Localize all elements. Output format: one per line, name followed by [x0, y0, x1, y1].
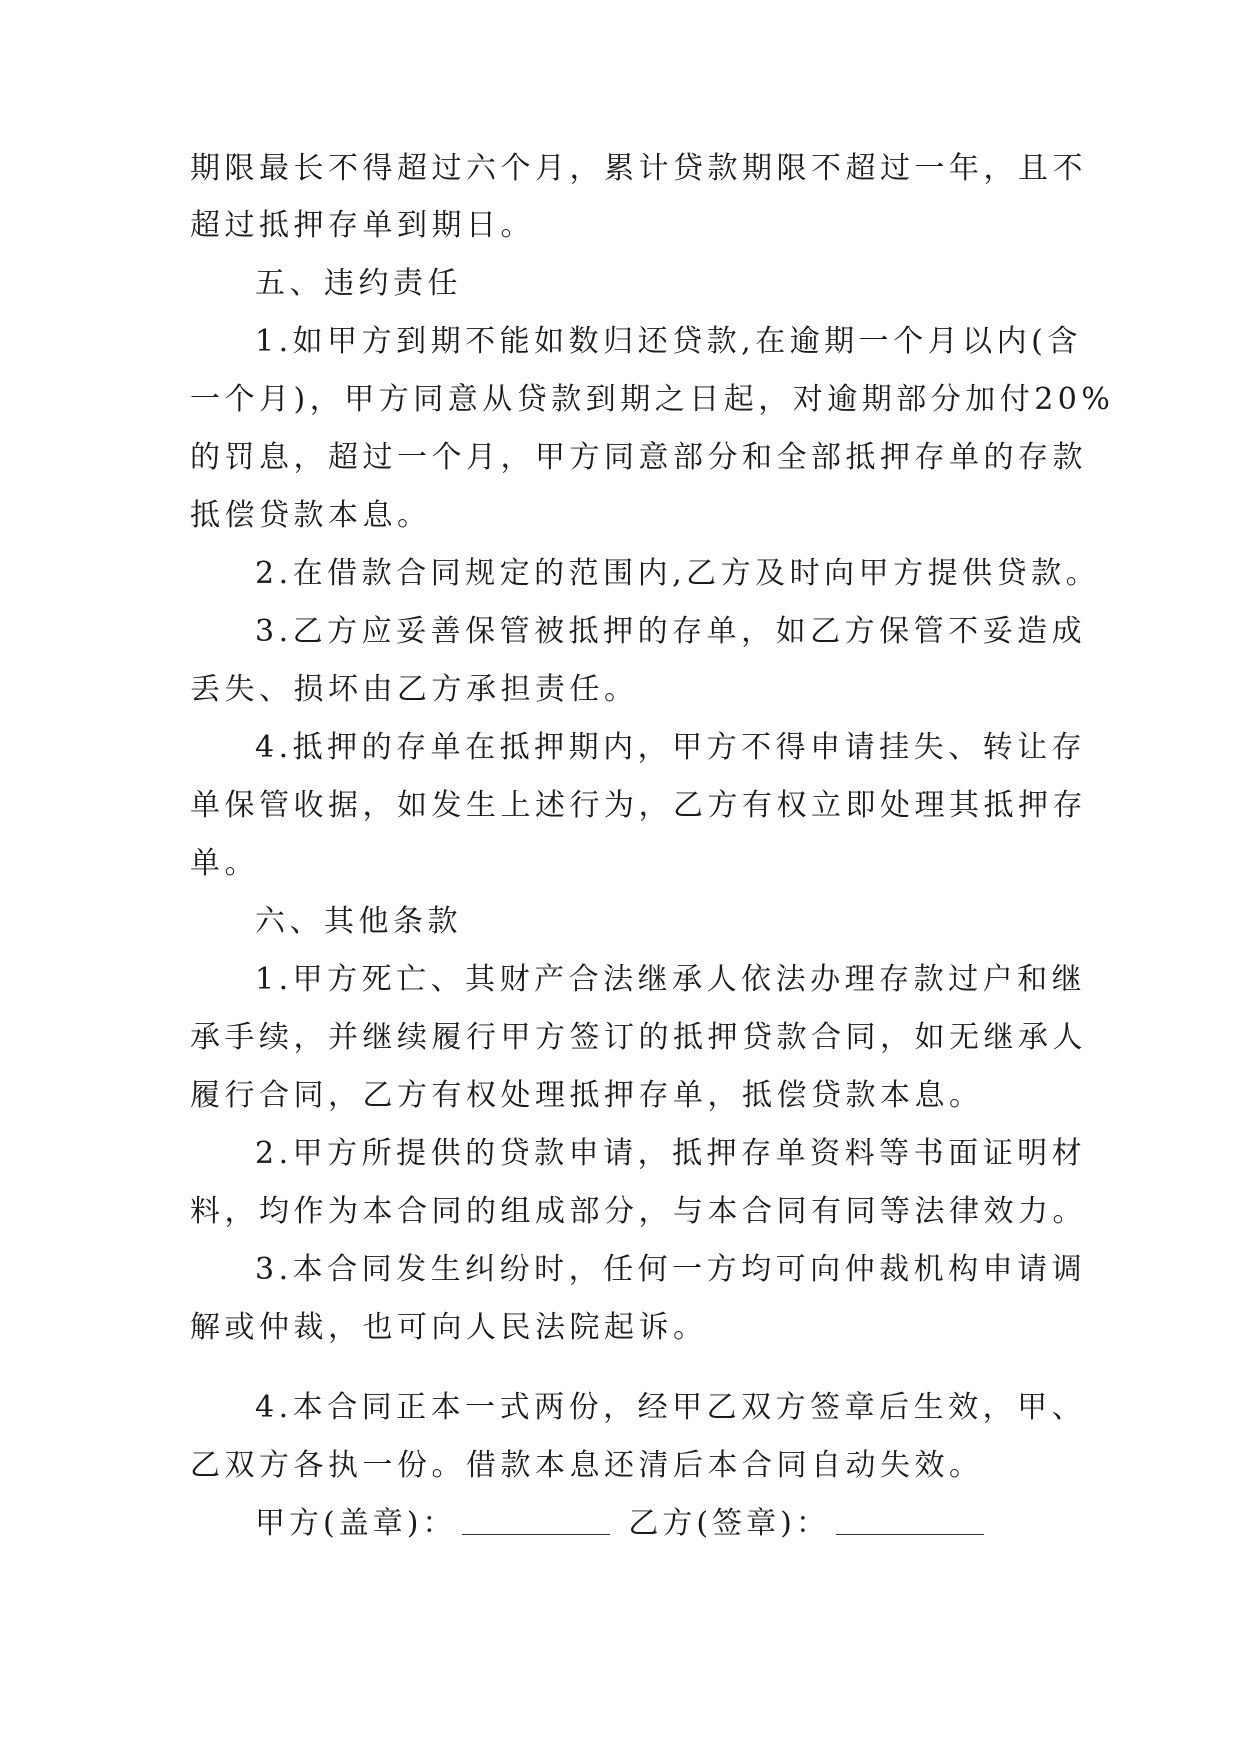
- body-line: 1.如甲方到期不能如数归还贷款,在逾期一个月以内(含: [255, 324, 1082, 359]
- body-line: 抵偿贷款本息。: [190, 498, 432, 533]
- body-line: 单。: [190, 846, 259, 881]
- party-b-signature-blank: [836, 1506, 984, 1535]
- body-line: 2.在借款合同规定的范围内,乙方及时向甲方提供贷款。: [255, 556, 1101, 591]
- body-line: 3.乙方应妥善保管被抵押的存单，如乙方保管不妥造成: [255, 614, 1087, 649]
- section-heading: 六、其他条款: [255, 904, 462, 939]
- body-line: 2.甲方所提供的贷款申请，抵押存单资料等书面证明材: [255, 1136, 1087, 1171]
- body-line: 单保管收据，如发生上述行为，乙方有权立即处理其抵押存: [190, 788, 1087, 823]
- party-b-label: 乙方(签章)：: [628, 1506, 830, 1541]
- body-line: 乙双方各执一份。借款本息还清后本合同自动失效。: [190, 1448, 984, 1483]
- signature-row: [255, 1504, 1002, 1544]
- body-line: 4.本合同正本一式两份，经甲乙双方签章后生效，甲、: [255, 1390, 1087, 1425]
- body-line: 料，均作为本合同的组成部分，与本合同有同等法律效力。: [190, 1194, 1087, 1229]
- body-line: 3.本合同发生纠纷时，任何一方均可向仲裁机构申请调: [255, 1252, 1087, 1287]
- body-line: 一个月)，甲方同意从贷款到期之日起，对逾期部分加付20%: [190, 382, 1115, 417]
- body-line: 解或仲裁，也可向人民法院起诉。: [190, 1310, 708, 1345]
- body-line: 4.抵押的存单在抵押期内，甲方不得申请挂失、转让存: [255, 730, 1087, 765]
- body-line: 超过抵押存单到期日。: [190, 208, 535, 243]
- party-a-signature-blank: [462, 1506, 610, 1535]
- party-a-label: 甲方(盖章)：: [255, 1506, 457, 1541]
- body-line: 的罚息，超过一个月，甲方同意部分和全部抵押存单的存款: [190, 440, 1087, 475]
- body-line: 丢失、损坏由乙方承担责任。: [190, 672, 639, 707]
- section-heading: 五、违约责任: [255, 266, 462, 301]
- body-line: 期限最长不得超过六个月，累计贷款期限不超过一年，且不: [190, 151, 1087, 186]
- body-line: 1.甲方死亡、其财产合法继承人依法办理存款过户和继: [255, 962, 1087, 997]
- body-line: 履行合同，乙方有权处理抵押存单，抵偿贷款本息。: [190, 1078, 984, 1113]
- body-line: 承手续，并继续履行甲方签订的抵押贷款合同，如无继承人: [190, 1020, 1087, 1055]
